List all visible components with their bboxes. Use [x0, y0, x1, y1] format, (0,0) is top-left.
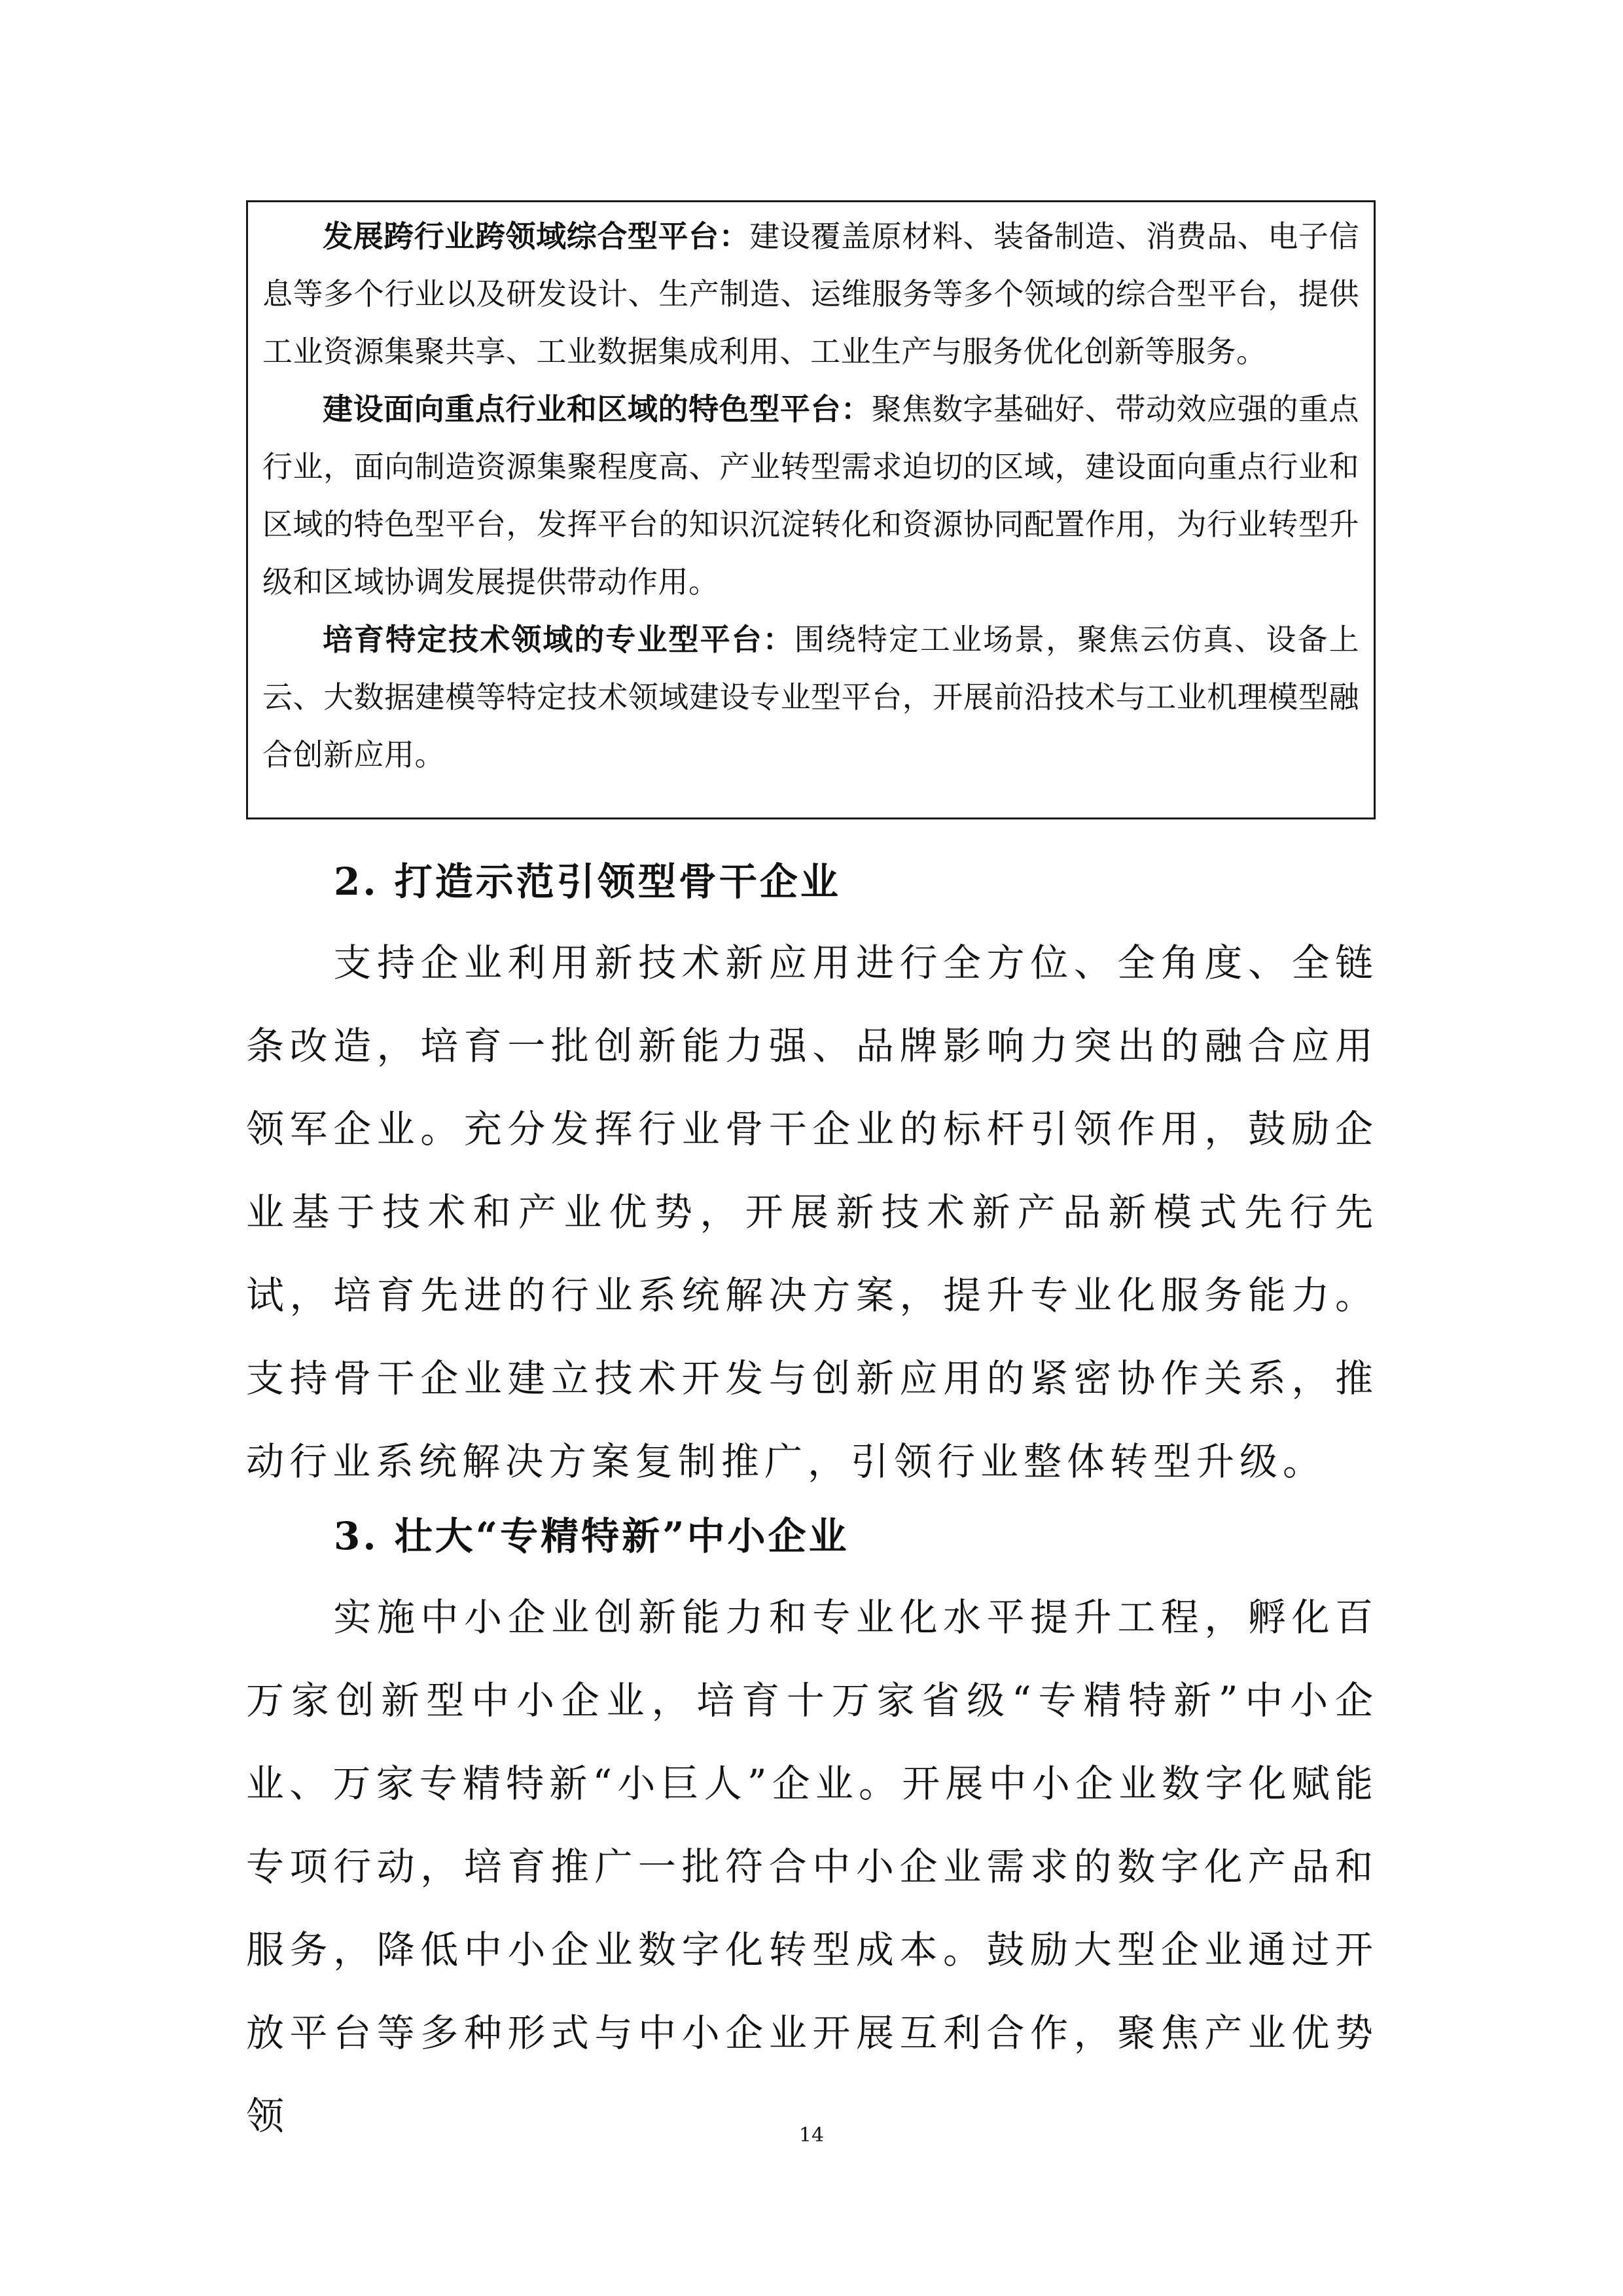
box-paragraph-text: 建设覆盖原材料、装备制造、消费品、电子信息等多个行业以及研发设计、生产制造、运维服务等多个领域的综合型平台，提供工业资源集聚共享、工业数据集成利用、工业生产与服务优化创新等服务。 — [262, 219, 1360, 369]
section-2-heading: 2. 打造示范引领型骨干企业 — [334, 859, 841, 904]
box-paragraph-text: 聚焦数字基础好、带动效应强的重点行业，面向制造资源集聚程度高、产业转型需求迫切的区域，建设面向重点行业和区域的特色型平台，发挥平台的知识沉淀转化和资源协同配置作用，为行业转型升级和区域协调发展提供带动作用。 — [262, 391, 1360, 600]
box-paragraph-lead: 建设面向重点行业和区域的特色型平台： — [323, 391, 872, 427]
box-paragraph-specialized-platform — [262, 611, 1359, 783]
section-3-heading: 3. 壮大“专精特新”中小企业 — [334, 1514, 849, 1558]
page-number: 14 — [798, 2124, 825, 2147]
box-paragraph-featured-platform — [262, 380, 1359, 611]
box-paragraph-lead: 发展跨行业跨领域综合型平台： — [323, 219, 750, 254]
box-paragraph-lead: 培育特定技术领域的专业型平台： — [323, 622, 794, 657]
platform-types-box — [246, 200, 1376, 819]
box-paragraph-text: 围绕特定工业场景，聚焦云仿真、设备上云、大数据建模等特定技术领域建设专业型平台，开展前沿技术与工业机理模型融合创新应用。 — [262, 622, 1359, 772]
box-paragraph-comprehensive-platform — [262, 207, 1359, 380]
section-3-body: 实施中小企业创新能力和专业化水平提升工程，孵化百万家创新型中小企业，培育十万家省级“专精特新”中小企业、万家专精特新“小巨人”企业。开展中小企业数字化赋能专项行动，培育推广一批符合中小企业需求的数字化产品和服务，降低中小企业数字化转型成本。鼓励大型企业通过开放平台等多种形式与中小企业开展互利合作，聚焦产业优势领 — [246, 1595, 1378, 2138]
section-2-body: 支持企业利用新技术新应用进行全方位、全角度、全链条改造，培育一批创新能力强、品牌影响力突出的融合应用领军企业。充分发挥行业骨干企业的标杆引领作用，鼓励企业基于技术和产业优势，开展新技术新产品新模式先行先试，培育先进的行业系统解决方案，提升专业化服务能力。支持骨干企业建立技术开发与创新应用的紧密协作关系，推动行业系统解决方案复制推广，引领行业整体转型升级。 — [246, 941, 1378, 1484]
